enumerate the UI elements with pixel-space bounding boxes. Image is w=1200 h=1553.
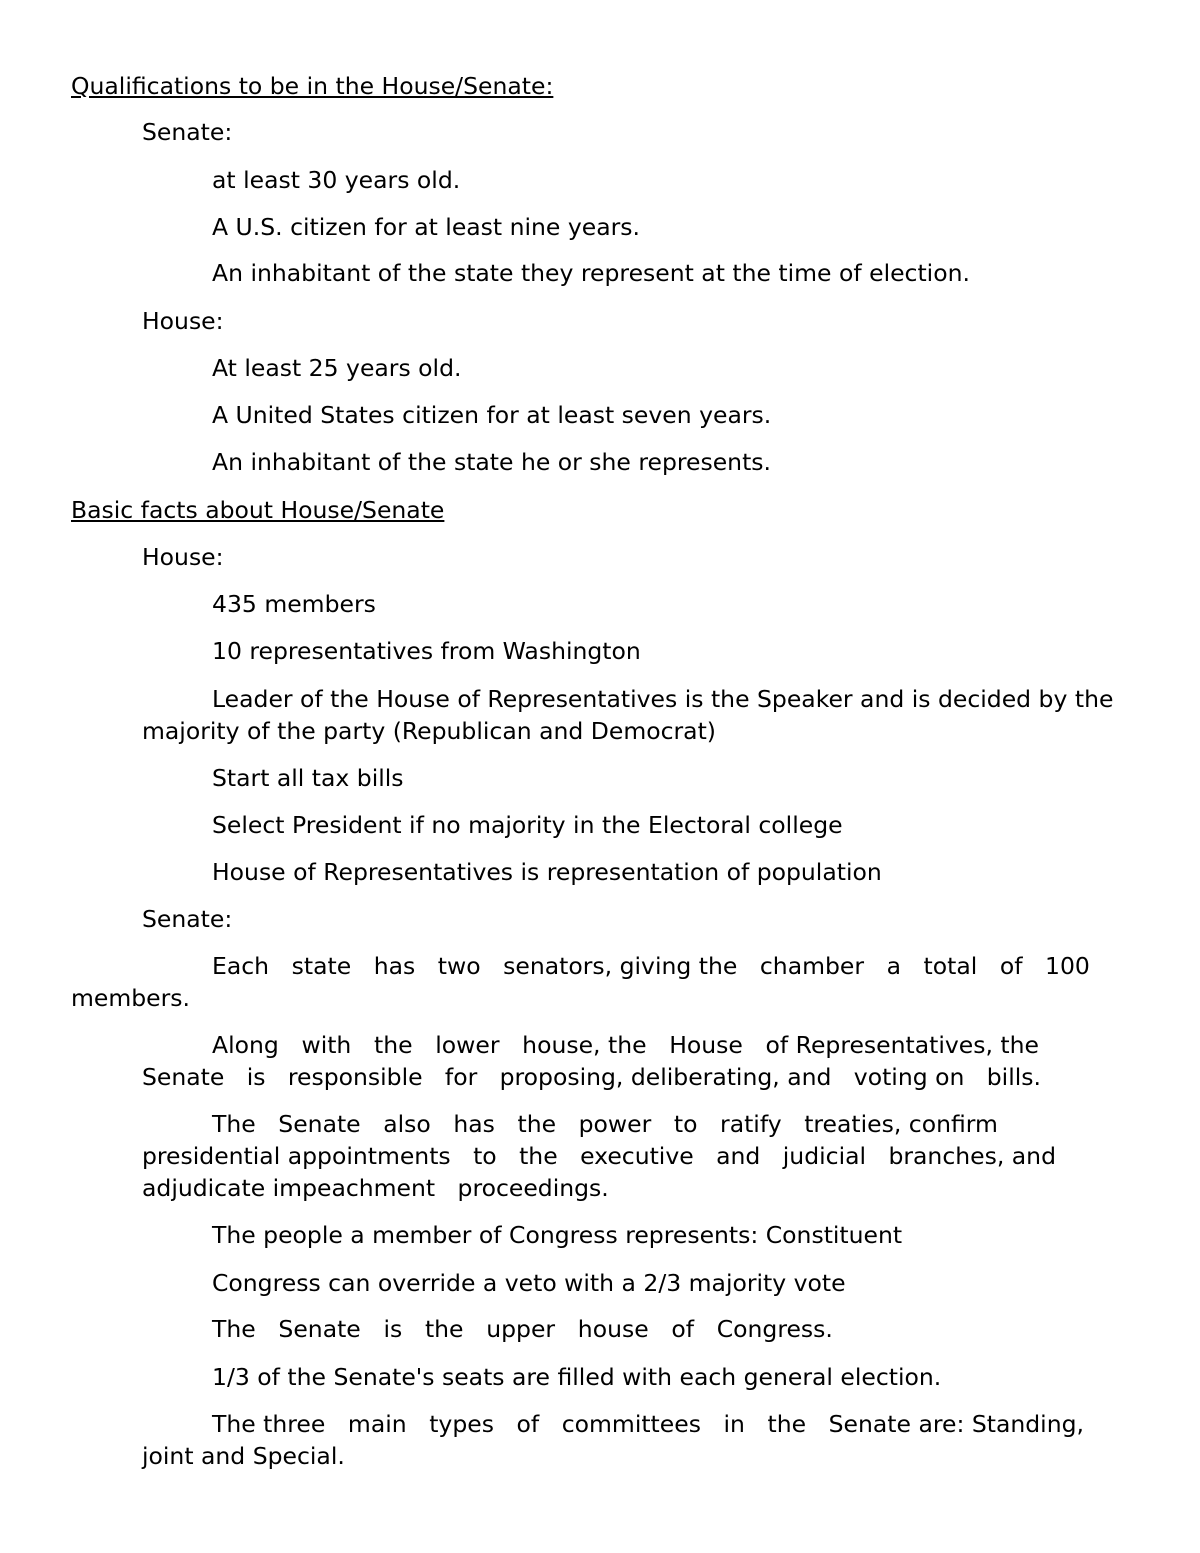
word: to	[473, 1142, 497, 1170]
word: branches, and	[888, 1142, 1056, 1170]
list-item: The people a member of Congress represents: Constituent	[212, 1221, 903, 1249]
house-label: House:	[142, 543, 224, 571]
word: the	[767, 1410, 807, 1438]
justified-line	[212, 1313, 833, 1345]
word: of	[671, 1315, 695, 1343]
justified-line	[142, 1061, 1041, 1093]
house-label: House:	[142, 307, 224, 335]
word: of	[999, 952, 1023, 980]
qualifications-heading: Qualifications to be in the House/Senate:	[71, 72, 554, 100]
list-item: Select President if no majority in the Electoral college	[212, 811, 843, 839]
word: The	[212, 1110, 256, 1138]
word: The three	[212, 1410, 326, 1438]
list-item: 1/3 of the Senate's seats are filled with each general election.	[212, 1363, 942, 1391]
word: the	[517, 1110, 557, 1138]
word: lower	[435, 1031, 500, 1059]
list-item: 435 members	[212, 590, 376, 618]
list-item: Congress can override a veto with a 2/3 majority vote	[212, 1269, 846, 1297]
word: has	[373, 952, 416, 980]
word: the	[374, 1031, 413, 1059]
paragraph-continuation: joint and Special.	[142, 1442, 345, 1470]
word: House	[669, 1031, 743, 1059]
word: presidential appointments	[142, 1142, 451, 1170]
word: types	[429, 1410, 494, 1438]
word: with	[301, 1031, 352, 1059]
paragraph-continuation: adjudicate impeachment proceedings.	[142, 1174, 609, 1202]
word: of	[516, 1410, 540, 1438]
word: house	[577, 1315, 649, 1343]
word: proposing, deliberating, and	[499, 1063, 832, 1091]
word: of Representatives, the	[765, 1031, 1039, 1059]
word: state	[291, 952, 352, 980]
word: senators, giving the	[503, 952, 738, 980]
word: chamber	[759, 952, 865, 980]
word: two	[437, 952, 481, 980]
word: Each	[212, 952, 270, 980]
list-item: House of Representatives is representation of population	[212, 858, 882, 886]
justified-line	[142, 1140, 1056, 1172]
word: Senate are: Standing,	[828, 1410, 1084, 1438]
list-item: 10 representatives from Washington	[212, 637, 641, 665]
word: to	[673, 1110, 698, 1138]
list-item: An inhabitant of the state he or she represents.	[212, 448, 771, 476]
list-item: Leader of the House of Representatives is the Speaker and is decided by the	[212, 685, 1114, 713]
paragraph-continuation: members.	[71, 984, 190, 1012]
word: and	[716, 1142, 761, 1170]
word: Senate	[278, 1110, 361, 1138]
senate-label: Senate:	[142, 905, 233, 933]
word: Senate	[142, 1063, 225, 1091]
list-item: at least 30 years old.	[212, 166, 461, 194]
justified-line	[212, 1108, 998, 1140]
word: bills.	[986, 1063, 1041, 1091]
word: main	[347, 1410, 407, 1438]
senate-label: Senate:	[142, 118, 233, 146]
word: total	[923, 952, 978, 980]
word: has	[453, 1110, 495, 1138]
list-item-continuation: majority of the party (Republican and Democrat)	[142, 717, 716, 745]
justified-line	[212, 950, 1090, 982]
list-item: Start all tax bills	[212, 764, 404, 792]
word: committees	[561, 1410, 701, 1438]
word: also	[383, 1110, 431, 1138]
word: Congress.	[716, 1315, 833, 1343]
word: 100	[1045, 952, 1090, 980]
word: Along	[212, 1031, 279, 1059]
justified-line	[212, 1029, 1039, 1061]
word: the	[519, 1142, 558, 1170]
word: for	[444, 1063, 478, 1091]
word: executive	[580, 1142, 694, 1170]
word: upper	[486, 1315, 556, 1343]
word: in	[723, 1410, 745, 1438]
word: is	[383, 1315, 403, 1343]
word: voting on	[853, 1063, 965, 1091]
justified-line	[212, 1408, 1084, 1440]
list-item: An inhabitant of the state they represent at the time of election.	[212, 259, 970, 287]
list-item: A U.S. citizen for at least nine years.	[212, 213, 640, 241]
basic-facts-heading: Basic facts about House/Senate	[71, 496, 445, 524]
list-item: A United States citizen for at least seven years.	[212, 401, 772, 429]
word: the	[424, 1315, 464, 1343]
word: The	[212, 1315, 256, 1343]
word: judicial	[782, 1142, 867, 1170]
word: power	[578, 1110, 652, 1138]
word: Senate	[278, 1315, 361, 1343]
word: treaties, confirm	[804, 1110, 998, 1138]
word: house, the	[522, 1031, 647, 1059]
word: responsible	[287, 1063, 423, 1091]
list-item: At least 25 years old.	[212, 354, 462, 382]
word: a	[886, 952, 901, 980]
word: ratify	[720, 1110, 782, 1138]
word: is	[246, 1063, 266, 1091]
